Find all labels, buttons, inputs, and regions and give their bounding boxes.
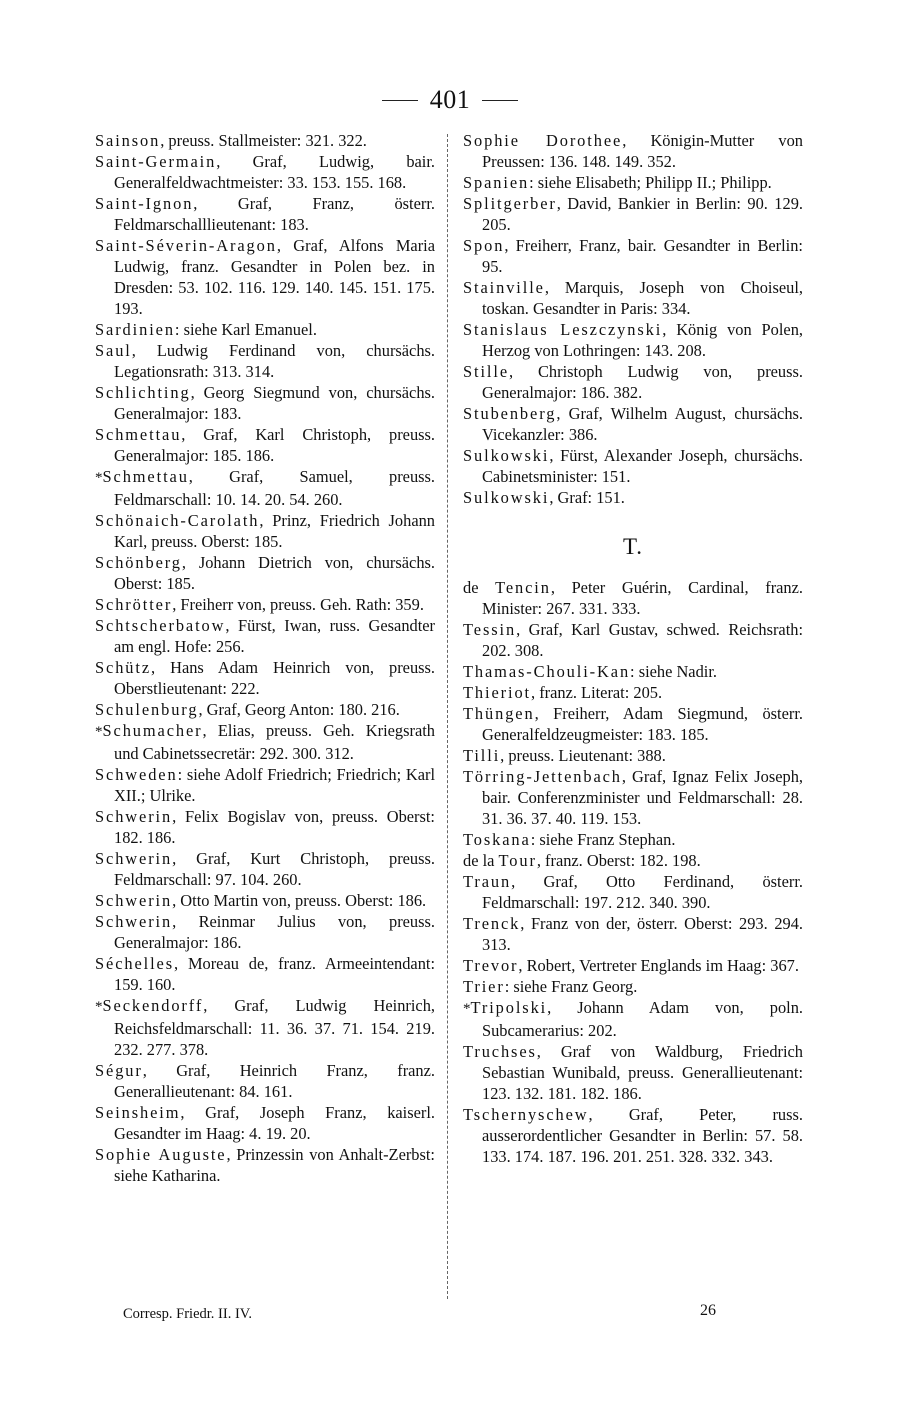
entry-headword: Thamas-Chouli-Kan xyxy=(463,662,631,681)
section-s-entries xyxy=(463,130,803,508)
entry-headword: Trier xyxy=(463,977,505,996)
entry-text: , preuss. Lieutenant: 388. xyxy=(500,746,666,765)
entry-headword: Saint-Ignon xyxy=(95,194,194,213)
page-header xyxy=(0,85,900,115)
entry-text: , Graf, Ludwig Heinrich, Reichsfeldmarschall: 11. 36. 37. 71. 154. 219. 232. 277. 378. xyxy=(114,996,435,1059)
index-entry xyxy=(463,976,803,997)
entry-text: , Graf, Wilhelm August, chursächs. Vicekanzler: 386. xyxy=(482,404,803,444)
asterisk-mark: * xyxy=(95,999,103,1015)
entry-text: , Reinmar Julius von, preuss. Generalmajor: 186. xyxy=(114,912,435,952)
index-entry xyxy=(463,745,803,766)
index-entry xyxy=(95,193,435,235)
entry-headword: Tencin xyxy=(495,578,551,597)
asterisk-mark: * xyxy=(95,724,103,740)
index-entry xyxy=(95,1144,435,1186)
entry-text: , Graf, Ludwig, bair. Generalfeldwachtmeister: 33. 153. 155. 168. xyxy=(114,152,435,192)
entry-headword: Sophie Dorothee xyxy=(463,131,623,150)
entry-headword: Schulenburg xyxy=(95,700,199,719)
entry-text: , preuss. Stallmeister: 321. 322. xyxy=(160,131,367,150)
entry-headword: Thüngen xyxy=(463,704,535,723)
entry-headword: Schönaich-Carolath xyxy=(95,511,260,530)
entry-headword: Tour xyxy=(498,851,537,870)
entry-headword: Sophie Auguste xyxy=(95,1145,227,1164)
entry-text: , David, Bankier in Berlin: 90. 129. 205. xyxy=(482,194,803,234)
entry-text: , Prinzessin von Anhalt-Zerbst: siehe Katharina. xyxy=(114,1145,435,1185)
entry-headword: Törring-Jettenbach xyxy=(463,767,622,786)
entry-headword: Séchelles xyxy=(95,954,174,973)
entry-text: , Fürst, Iwan, russ. Gesandter am engl. Hofe: 256. xyxy=(114,616,435,656)
asterisk-mark: * xyxy=(463,1001,471,1017)
entry-headword: Tilli xyxy=(463,746,501,765)
entry-text: , Königin-Mutter von Preussen: 136. 148. 149. 352. xyxy=(482,131,803,171)
entry-headword: Schönberg xyxy=(95,553,182,572)
index-entry xyxy=(463,277,803,319)
entry-text: : siehe Elisabeth; Philipp II.; Philipp. xyxy=(529,173,772,192)
entry-text: , Graf: 151. xyxy=(549,488,625,507)
index-entry xyxy=(95,466,435,510)
entry-headword: Sulkowski xyxy=(463,488,550,507)
entry-headword: Schlichting xyxy=(95,383,191,402)
entry-headword: Seckendorff xyxy=(102,996,204,1015)
index-entry xyxy=(463,487,803,508)
index-entry xyxy=(463,130,803,172)
index-entry xyxy=(463,235,803,277)
index-entry xyxy=(95,720,435,764)
entry-text: , Graf, Karl Gustav, schwed. Reichsrath: 202. 308. xyxy=(482,620,803,660)
index-entry xyxy=(95,911,435,953)
index-entry xyxy=(463,997,803,1041)
entry-text: , Otto Martin von, preuss. Oberst: 186. xyxy=(172,891,427,910)
entry-headword: Schwerin xyxy=(95,891,173,910)
index-entry xyxy=(95,130,435,151)
entry-text: , franz. Literat: 205. xyxy=(531,683,663,702)
entry-text: : siehe Karl Emanuel. xyxy=(174,320,317,339)
index-entry xyxy=(463,766,803,829)
index-entry xyxy=(95,552,435,594)
index-entry xyxy=(95,510,435,552)
entry-headword: Tripolski xyxy=(470,998,548,1017)
right-column xyxy=(463,130,803,1167)
entry-text: , Johann Adam von, poln. Subcamerarius: 202. xyxy=(482,998,803,1040)
index-entry xyxy=(463,619,803,661)
index-entry xyxy=(95,953,435,995)
entry-text: , Graf, Karl Christoph, preuss. Generalmajor: 185. 186. xyxy=(114,425,435,465)
entry-headword: Saint-Séverin-Aragon xyxy=(95,236,277,255)
entry-prefix: de la xyxy=(463,851,499,870)
index-entry xyxy=(95,764,435,806)
entry-text: : siehe Franz Stephan. xyxy=(530,830,676,849)
entry-text: , Graf, Peter, russ. ausserordentlicher Gesandter in Berlin: 57. 58. 133. 174. 187. 196. 201. 251. 328. 332. 343. xyxy=(482,1105,803,1166)
index-entry xyxy=(463,193,803,235)
section-letter: T. xyxy=(622,534,644,559)
index-entry xyxy=(463,361,803,403)
entry-headword: Schwerin xyxy=(95,807,173,826)
entry-headword: Schmettau xyxy=(102,467,189,486)
entry-text: , Fürst, Alexander Joseph, chursächs. Cabinetsminister: 151. xyxy=(482,446,803,486)
entry-headword: Stainville xyxy=(463,278,545,297)
index-entry xyxy=(95,995,435,1060)
entry-text: , Graf, Otto Ferdinand, österr. Feldmarschall: 197. 212. 340. 390. xyxy=(482,872,803,912)
entry-text: , Freiherr, Franz, bair. Gesandter in Berlin: 95. xyxy=(482,236,803,276)
index-entry xyxy=(95,1102,435,1144)
entry-headword: Stille xyxy=(463,362,510,381)
entry-text: , Christoph Ludwig von, preuss. Generalmajor: 186. 382. xyxy=(482,362,803,402)
entry-text: , Graf, Ignaz Felix Joseph, bair. Conferenzminister und Feldmarschall: 28. 31. 36. 37. 40. 119. 153. xyxy=(482,767,803,828)
entry-headword: Thieriot xyxy=(463,683,531,702)
entry-headword: Traun xyxy=(463,872,512,891)
entry-text: , Freiherr, Adam Siegmund, österr. Generalfeldzeugmeister: 183. 185. xyxy=(482,704,803,744)
entry-text: , Graf, Georg Anton: 180. 216. xyxy=(198,700,400,719)
entry-text: , Graf, Alfons Maria Ludwig, franz. Gesandter in Polen bez. in Dresden: 53. 102. 116. 129. 140. 145. 151. 175. 193. xyxy=(114,236,435,318)
column-divider xyxy=(447,134,448,1299)
entry-text: , Peter Guérin, Cardinal, franz. Minister: 267. 331. 333. xyxy=(482,578,803,618)
index-entry xyxy=(95,594,435,615)
header-rule-left xyxy=(382,100,418,101)
entry-headword: Tschernyschew xyxy=(463,1105,589,1124)
entry-headword: Ségur xyxy=(95,1061,143,1080)
entry-text: : siehe Nadir. xyxy=(630,662,717,681)
index-entry xyxy=(95,1060,435,1102)
entry-headword: Toskana xyxy=(463,830,531,849)
entry-headword: Saul xyxy=(95,341,132,360)
entry-headword: Tessin xyxy=(463,620,517,639)
entry-text: , Elias, preuss. Geh. Kriegsrath und Cabinetssecretär: 292. 300. 312. xyxy=(114,721,435,763)
entry-headword: Schweden xyxy=(95,765,178,784)
index-entry xyxy=(463,172,803,193)
entry-headword: Schütz xyxy=(95,658,152,677)
entry-headword: Splitgerber xyxy=(463,194,557,213)
index-entry xyxy=(95,615,435,657)
index-entry xyxy=(95,340,435,382)
index-entry xyxy=(95,382,435,424)
entry-prefix: de xyxy=(463,578,496,597)
entry-text: , Graf, Joseph Franz, kaiserl. Gesandter im Haag: 4. 19. 20. xyxy=(114,1103,435,1143)
entry-headword: Spanien xyxy=(463,173,530,192)
index-entry xyxy=(463,871,803,913)
entry-headword: Sardinien xyxy=(95,320,175,339)
entry-headword: Schwerin xyxy=(95,849,173,868)
entry-headword: Schwerin xyxy=(95,912,173,931)
entry-text: , Ludwig Ferdinand von, chursächs. Legationsrath: 313. 314. xyxy=(114,341,435,381)
index-entry xyxy=(463,661,803,682)
entry-headword: Seinsheim xyxy=(95,1103,181,1122)
entry-headword: Schtscherbatow xyxy=(95,616,226,635)
index-entry xyxy=(95,699,435,720)
entry-headword: Schrötter xyxy=(95,595,173,614)
index-entry xyxy=(463,1041,803,1104)
index-entry xyxy=(463,955,803,976)
entry-text: , Hans Adam Heinrich von, preuss. Oberstlieutenant: 222. xyxy=(114,658,435,698)
page-number: 401 xyxy=(429,85,471,114)
entry-headword: Schumacher xyxy=(102,721,203,740)
index-entry xyxy=(463,829,803,850)
entry-text: , Graf, Franz, österr. Feldmarschalllieutenant: 183. xyxy=(114,194,435,234)
index-entry xyxy=(463,703,803,745)
entry-text: , Freiherr von, preuss. Geh. Rath: 359. xyxy=(172,595,424,614)
entry-headword: Stanislaus Leszczynski xyxy=(463,320,663,339)
index-entry xyxy=(95,151,435,193)
index-entry xyxy=(95,657,435,699)
entry-text: , Graf, Kurt Christoph, preuss. Feldmarschall: 97. 104. 260. xyxy=(114,849,435,889)
index-entry xyxy=(95,319,435,340)
index-entry xyxy=(463,1104,803,1167)
entry-headword: Trenck xyxy=(463,914,521,933)
entry-headword: Sainson xyxy=(95,131,161,150)
asterisk-mark: * xyxy=(95,470,103,486)
entry-text: , Graf, Heinrich Franz, franz. Generallieutenant: 84. 161. xyxy=(114,1061,435,1101)
entry-text: , Moreau de, franz. Armeeintendant: 159. 160. xyxy=(114,954,435,994)
entry-text: : siehe Adolf Friedrich; Friedrich; Karl XII.; Ulrike. xyxy=(114,765,435,805)
entry-text: , franz. Oberst: 182. 198. xyxy=(536,851,701,870)
entry-headword: Sulkowski xyxy=(463,446,550,465)
index-entry xyxy=(463,850,803,871)
entry-headword: Truchses xyxy=(463,1042,537,1061)
index-entry xyxy=(95,848,435,890)
entry-text: , Georg Siegmund von, chursächs. Generalmajor: 183. xyxy=(114,383,435,423)
entry-text: , Marquis, Joseph von Choiseul, toskan. Gesandter in Paris: 334. xyxy=(482,278,803,318)
entry-headword: Schmettau xyxy=(95,425,182,444)
entry-headword: Stubenberg xyxy=(463,404,557,423)
entry-text: , König von Polen, Herzog von Lothringen: 143. 208. xyxy=(482,320,803,360)
footer-signature: Corresp. Friedr. II. IV. xyxy=(123,1306,253,1322)
entry-text: , Graf, Samuel, preuss. Feldmarschall: 10. 14. 20. 54. 260. xyxy=(114,467,435,509)
header-rule-right xyxy=(482,100,518,101)
entry-text: , Felix Bogislav von, preuss. Oberst: 182. 186. xyxy=(114,807,435,847)
index-entry xyxy=(95,235,435,319)
index-entry xyxy=(463,403,803,445)
index-entry xyxy=(95,424,435,466)
index-entry xyxy=(463,913,803,955)
index-entry xyxy=(463,445,803,487)
section-t-entries xyxy=(463,577,803,1167)
index-entry xyxy=(463,577,803,619)
entry-text: , Johann Dietrich von, chursächs. Oberst: 185. xyxy=(114,553,435,593)
entry-text: , Prinz, Friedrich Johann Karl, preuss. Oberst: 185. xyxy=(114,511,435,551)
index-entry xyxy=(463,682,803,703)
entry-text: , Robert, Vertreter Englands im Haag: 367. xyxy=(518,956,799,975)
entry-text: , Graf von Waldburg, Friedrich Sebastian Wunibald, preuss. Generallieutenant: 123. 132. 181. 182. 186. xyxy=(482,1042,803,1103)
index-entry xyxy=(95,890,435,911)
entry-text: : siehe Franz Georg. xyxy=(504,977,638,996)
entry-headword: Spon xyxy=(463,236,505,255)
footer-sheet-number: 26 xyxy=(700,1302,716,1319)
index-entry xyxy=(463,319,803,361)
index-entry xyxy=(95,806,435,848)
entry-headword: Trevor xyxy=(463,956,519,975)
left-column xyxy=(95,130,435,1186)
entry-headword: Saint-Germain xyxy=(95,152,217,171)
entry-text: , Franz von der, österr. Oberst: 293. 294. 313. xyxy=(482,914,803,954)
